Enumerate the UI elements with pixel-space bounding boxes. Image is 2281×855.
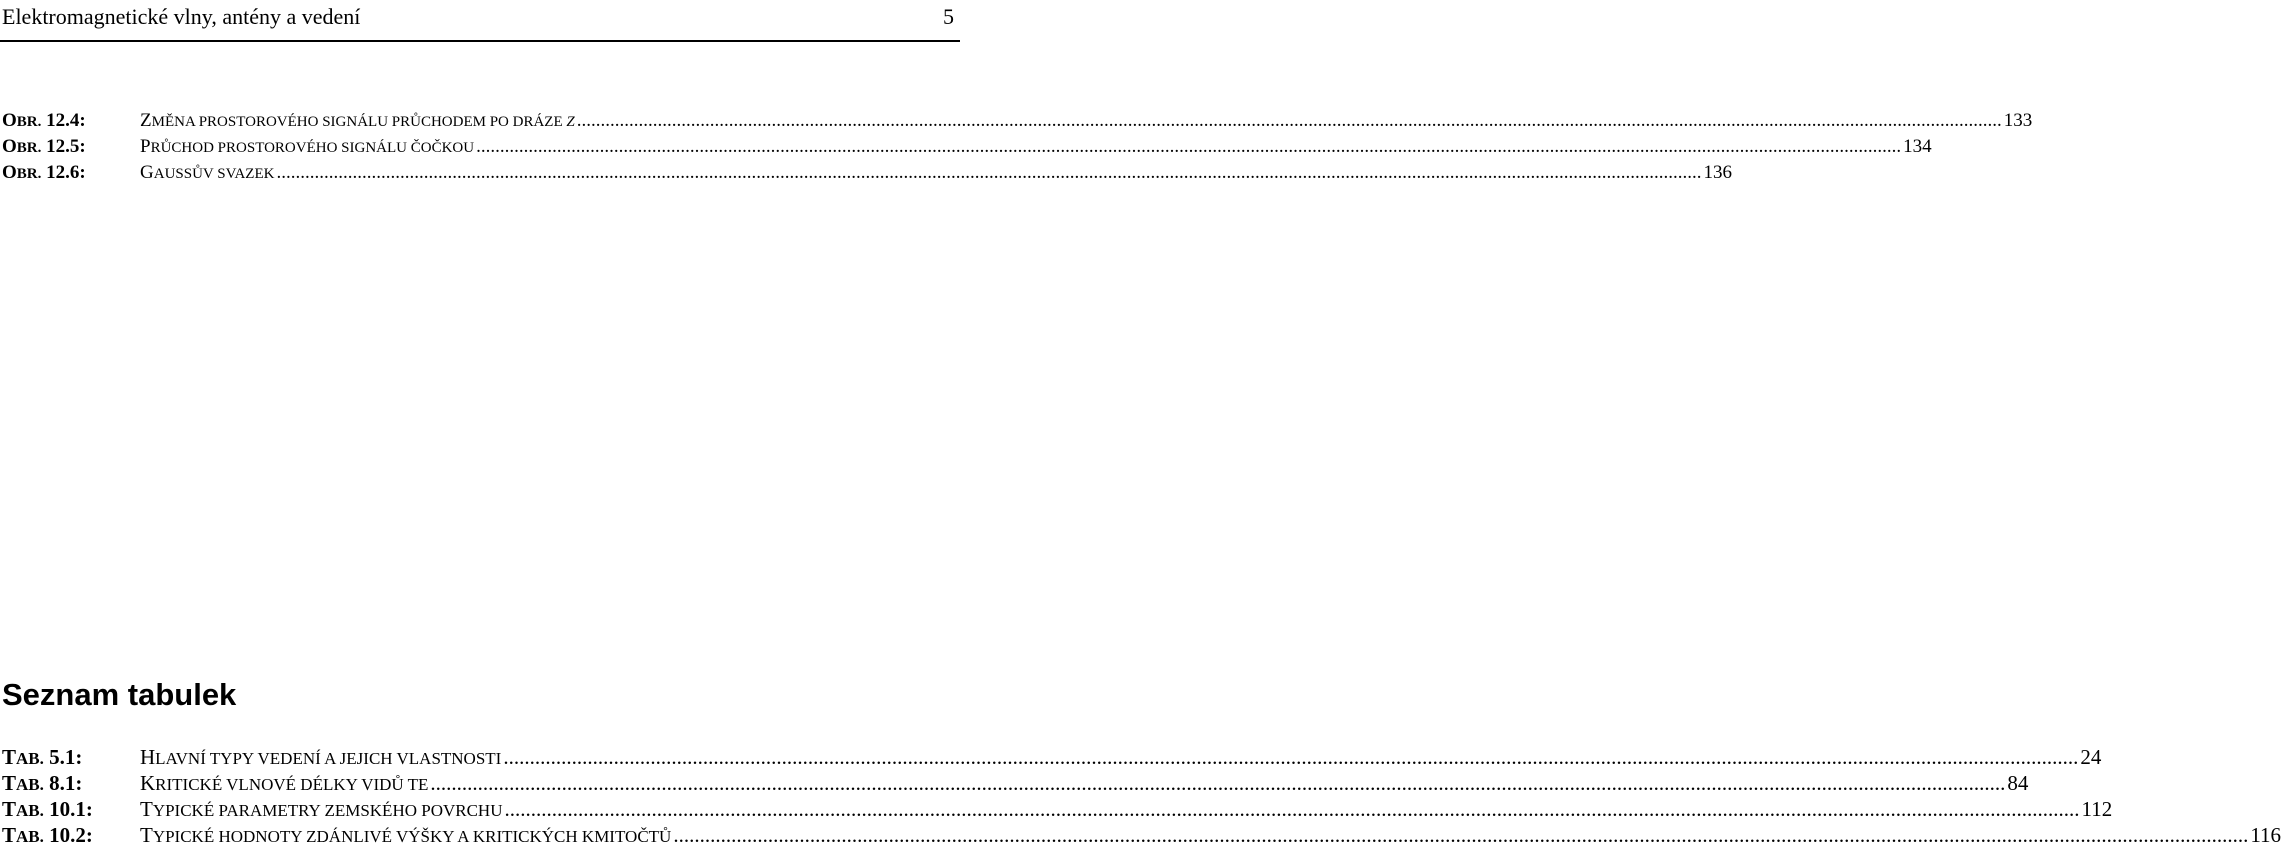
entry-page: 112 [2081,797,2113,821]
table-label: TAB. 10.2: [2,823,93,847]
table-label: TAB. 5.1: [2,745,83,769]
page-header [0,0,960,42]
entry-page: 133 [2003,110,2033,131]
entry-page: 136 [1703,162,1732,183]
toc-entry[interactable] [0,160,1732,186]
entry-page: 84 [2007,771,2029,795]
running-title: Elektromagnetické vlny, antény a vedení [2,4,361,29]
table-label: TAB. 8.1: [2,771,83,795]
entry-title: GAUSSŮV SVAZEK [140,162,275,183]
dot-leader: ............................................................................................................................................................................................................................................................................................................ [576,110,2002,131]
page-number: 5 [943,4,954,29]
toc-entry[interactable] [0,796,2113,822]
toc-entry[interactable] [0,134,1932,160]
list-of-tables [0,744,2281,848]
figure-label: OBR. 12.4: [2,110,86,131]
entry-page: 134 [1903,136,1932,157]
dot-leader: ............................................................................................................................................................................................................................................................................................................ [504,797,2080,821]
dot-leader: ............................................................................................................................................................................................................................................................................................................ [673,823,2249,847]
dot-leader: ............................................................................................................................................................................................................................................................................................................ [276,162,1702,183]
dot-leader: ............................................................................................................................................................................................................................................................................................................ [476,136,1902,157]
toc-entry[interactable] [0,770,2029,796]
figure-label: OBR. 12.6: [2,162,86,183]
entry-title: ZMĚNA PROSTOROVÉHO SIGNÁLU PRŮCHODEM PO DRÁZE Z [140,110,575,131]
entry-title: TYPICKÉ HODNOTY ZDÁNLIVÉ VÝŠKY A KRITICKÝCH KMITOČTŮ [140,823,672,847]
toc-entry[interactable] [0,822,2281,848]
dot-leader: ............................................................................................................................................................................................................................................................................................................ [503,745,2079,769]
toc-entry[interactable] [0,108,2033,134]
list-of-figures [0,108,2033,186]
entry-page: 116 [2250,823,2281,847]
entry-page: 24 [2080,745,2102,769]
entry-title: HLAVNÍ TYPY VEDENÍ A JEJICH VLASTNOSTI [140,745,502,769]
figure-label: OBR. 12.5: [2,136,86,157]
entry-title: PRŮCHOD PROSTOROVÉHO SIGNÁLU ČOČKOU [140,136,475,157]
dot-leader: ............................................................................................................................................................................................................................................................................................................ [430,771,2006,795]
entry-title: TYPICKÉ PARAMETRY ZEMSKÉHO POVRCHU [140,797,503,821]
table-label: TAB. 10.1: [2,797,93,821]
entry-title: KRITICKÉ VLNOVÉ DÉLKY VIDŮ TE [140,771,429,795]
section-heading: Seznam tabulek [2,677,237,712]
toc-entry[interactable] [0,744,2102,770]
